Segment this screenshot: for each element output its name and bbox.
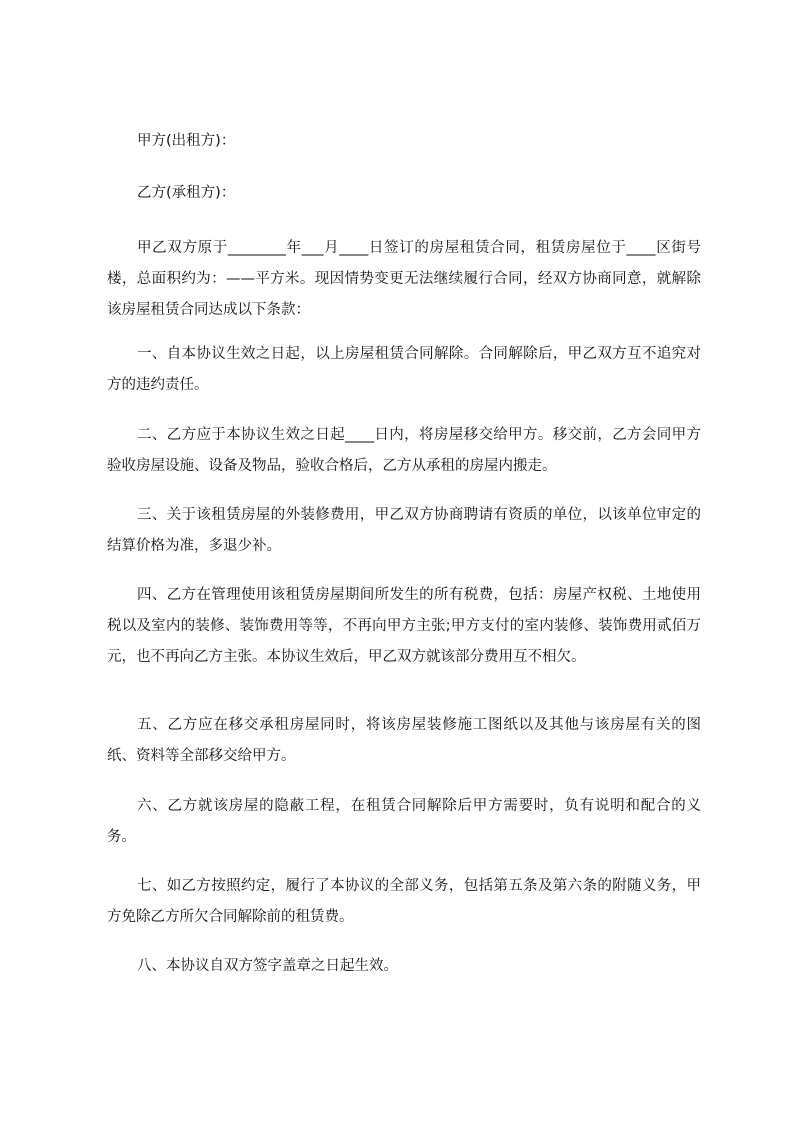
clause-7: 七、如乙方按照约定，履行了本协议的全部义务，包括第五条及第六条的附随义务，甲方免除乙方所欠合同解除前的租赁费。 (107, 878, 701, 925)
party-b-line: 乙方(承租方)： (137, 185, 236, 201)
party-a-line: 甲方(出租方)： (137, 133, 236, 149)
clause-4: 四、乙方在管理使用该租赁房屋期间所发生的所有税费，包括：房屋产权税、土地使用税以及室内的装修、装饰费用等等，不再向甲方主张;甲方支付的室内装修、装饰费用贰佰万元，也不再向乙方主张。本协议生效后，甲乙双方就该部分费用互不相欠。 (107, 587, 701, 665)
clause-6: 六、乙方就该房屋的隐蔽工程，在租赁合同解除后甲方需要时，负有说明和配合的义务。 (107, 798, 701, 845)
clause-5: 五、乙方应在移交承租房屋同时，将该房屋装修施工图纸以及其他与该房屋有关的图纸、资料等全部移交给甲方。 (107, 717, 701, 764)
clause-1: 一、自本协议生效之日起，以上房屋租赁合同解除。合同解除后，甲乙双方互不追究对方的违约责任。 (107, 346, 701, 393)
clause-2: 二、乙方应于本协议生效之日起____日内，将房屋移交给甲方。移交前，乙方会同甲方验收房屋设施、设备及物品，验收合格后，乙方从承租的房屋内搬走。 (107, 427, 701, 474)
intro-paragraph: 甲乙双方原于________年___月____日签订的房屋租赁合同，租赁房屋位于____区街号楼，总面积约为：——平方米。现因情势变更无法继续履行合同，经双方协商同意，就解除该房屋租赁合同达成以下条款： (107, 240, 701, 318)
clause-3: 三、关于该租赁房屋的外装修费用，甲乙双方协商聘请有资质的单位，以该单位审定的结算价格为准，多退少补。 (107, 507, 701, 554)
clause-8: 八、本协议自双方签字盖章之日起生效。 (137, 958, 398, 974)
